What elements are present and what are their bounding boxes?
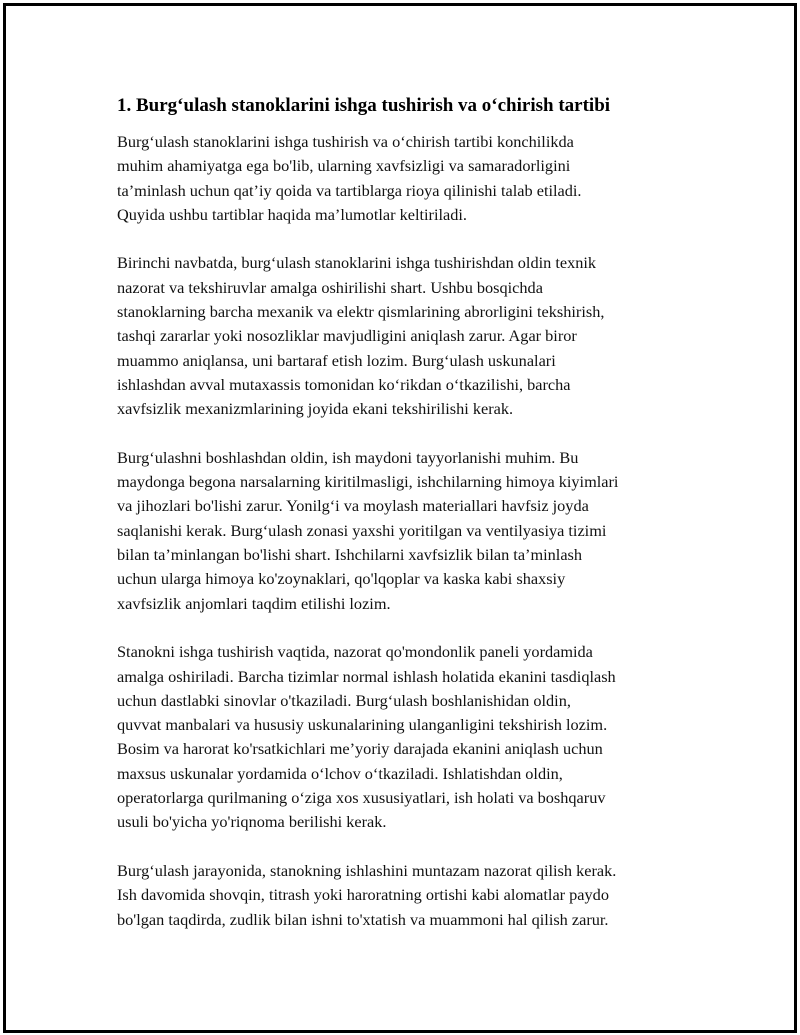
paragraph-line: Burg‘ulashni boshlashdan oldin, ish maydoni tayyorlanishi muhim. Bu	[117, 447, 579, 467]
paragraph-line: Stanokni ishga tushirish vaqtida, nazorat qo'mondonlik paneli yordamida	[117, 642, 593, 662]
paragraph-line: xavfsizlik anjomlari taqdim etilishi lozim.	[117, 593, 391, 613]
paragraph-line: quvvat manbalari va hususiy uskunalarining ulanganligini tekshirish lozim.	[117, 715, 608, 735]
paragraph-line: Burg‘ulash stanoklarini ishga tushirish va o‘chirish tartibi konchilikda	[117, 132, 574, 151]
paragraph-line: bo'lgan taqdirda, zudlik bilan ishni to'xtatish va muammoni hal qilish zarur.	[117, 909, 609, 929]
paragraph-inspection	[117, 251, 689, 421]
paragraph-line: va jihozlari bo'lishi zarur. Yonilg‘i va moylash materiallari havfsiz joyda	[117, 496, 589, 516]
section-heading: 1. Burg‘ulash stanoklarini ishga tushirish va o‘chirish tartibi	[117, 95, 611, 116]
paragraph-line: maxsus uskunalar yordamida o‘lchov o‘tkaziladi. Ishlatishdan oldin,	[117, 763, 563, 783]
paragraph-line: Bosim va harorat ko'rsatkichlari me’yoriy darajada ekanini aniqlash uchun	[117, 739, 603, 759]
paragraph-line: xavfsizlik mexanizmlarining joyida ekani tekshirilishi kerak.	[117, 399, 514, 419]
paragraph-line: saqlanishi kerak. Burg‘ulash zonasi yaxshi yoritilgan va ventilyasiya tizimi	[117, 520, 607, 540]
paragraph-line: ta’minlash uchun qat’iy qoida va tartiblarga rioya qilinishi talab etiladi.	[117, 180, 582, 200]
paragraph-startup	[117, 640, 689, 834]
paragraph-line: operatorlarga qurilmaning o‘ziga xos xususiyatlari, ish holati va boshqaruv	[117, 788, 606, 808]
paragraph-line: tashqi zararlar yoki nosozliklar mavjudligini aniqlash zarur. Agar biror	[117, 326, 577, 346]
paragraph-intro	[117, 130, 689, 227]
paragraph-line: bilan ta’minlangan bo'lishi shart. Ishchilarni xavfsizlik bilan ta’minlash	[117, 545, 583, 565]
paragraph-line: maydonga begona narsalarning kiritilmasligi, ishchilarning himoya kiyimlari	[117, 472, 619, 492]
document-body	[117, 94, 689, 956]
paragraph-line: amalga oshiriladi. Barcha tizimlar normal ishlash holatida ekanini tasdiqlash	[117, 666, 616, 686]
paragraph-line: muhim ahamiyatga ega bo'lib, ularning xavfsizligi va samaradorligini	[117, 156, 571, 176]
paragraph-line: Ish davomida shovqin, titrash yoki haroratning ortishi kabi alomatlar paydo	[117, 885, 609, 905]
paragraph-line: nazorat va tekshiruvlar amalga oshirilishi shart. Ushbu bosqichda	[117, 277, 543, 297]
paragraph-line: usuli bo'yicha yo'riqnoma berilishi kerak.	[117, 812, 387, 832]
paragraph-line: ishlashdan avval mutaxassis tomonidan ko‘rikdan o‘tkazilishi, barcha	[117, 374, 571, 394]
paragraph-line: Burg‘ulash jarayonida, stanokning ishlashini muntazam nazorat qilish kerak.	[117, 860, 617, 880]
paragraph-line: Birinchi navbatda, burg‘ulash stanoklarini ishga tushirishdan oldin texnik	[117, 253, 597, 273]
paragraph-line: muammo aniqlansa, uni bartaraf etish lozim. Burg‘ulash uskunalari	[117, 350, 556, 370]
paragraph-line: uchun ularga himoya ko'zoynaklari, qo'lqoplar va kaska kabi shaxsiy	[117, 569, 566, 589]
paragraph-line: uchun dastlabki sinovlar o'tkaziladi. Burg‘ulash boshlanishidan oldin,	[117, 690, 571, 710]
paragraph-line: stanoklarning barcha mexanik va elektr qismlarining abrorligini tekshirish,	[117, 302, 605, 322]
paragraph-line: Quyida ushbu tartiblar haqida ma’lumotlar keltiriladi.	[117, 204, 467, 224]
paragraph-work-area	[117, 446, 689, 616]
paragraph-monitoring	[117, 859, 689, 932]
